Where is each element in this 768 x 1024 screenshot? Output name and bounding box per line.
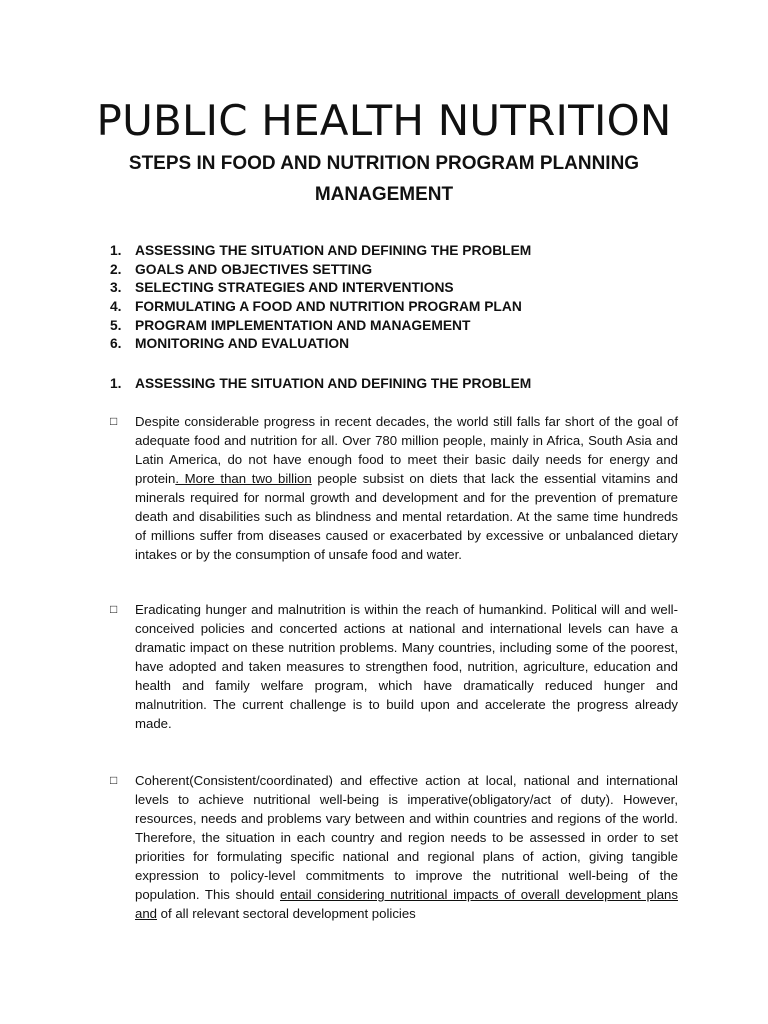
list-item bbox=[110, 317, 531, 336]
step-number: 3. bbox=[110, 280, 122, 296]
step-number: 6. bbox=[110, 336, 122, 352]
step-label: ASSESSING THE SITUATION AND DEFINING THE PROBLEM bbox=[135, 243, 532, 258]
paragraph-text-part: Coherent(Consistent/coordinated) and effective action at local, national and international levels to achieve nutritional well-being is imperative(obligatory/act of duty). However, resources, needs and problems vary between and within countries and regions of the world. Therefore, the situation in each country and region needs to be assessed in order to set priorities for formulating specific national and regional plans of action, giving tangible expression to policy-level commitments to improve the nutritional well-being of the population. This should bbox=[135, 773, 678, 902]
step-label: SELECTING STRATEGIES AND INTERVENTIONS bbox=[135, 280, 454, 296]
paragraph-text-part: people subsist on diets that lack the essential vitamins and minerals required for normal growth and development and for the prevention of premature death and disabilities such as blindness and mental retardation. At the same time hundreds of millions suffer from diseases caused or exacerbated by excessive or unbalanced dietary intakes or by the consumption of unsafe food and water. bbox=[135, 471, 678, 562]
document-title: PUBLIC HEALTH NUTRITION bbox=[96, 96, 672, 145]
paragraph-1 bbox=[110, 412, 678, 564]
steps-list bbox=[110, 242, 531, 354]
section-heading bbox=[110, 374, 531, 393]
list-item bbox=[110, 261, 531, 280]
paragraph-3 bbox=[110, 771, 678, 923]
step-label: PROGRAM IMPLEMENTATION AND MANAGEMENT bbox=[135, 317, 471, 333]
paragraph-text: Eradicating hunger and malnutrition is within the reach of humankind. Political will and well-conceived policies and concerted actions at national and international levels can have a dramatic impact on these nutrition problems. Many countries, including some of the poorest, have adopted and taken measures to strengthen food, nutrition, agriculture, education and health and family welfare program, which have dramatically reduced hunger and malnutrition. The current challenge is to build upon and accelerate the progress already made. bbox=[135, 602, 678, 731]
step-label: FORMULATING A FOOD AND NUTRITION PROGRAM PLAN bbox=[135, 299, 522, 315]
checkbox-bullet-icon: □ bbox=[110, 773, 118, 787]
list-item bbox=[110, 298, 531, 317]
paragraph-text-part: of all relevant sectoral development policies bbox=[157, 906, 416, 921]
paragraph-2 bbox=[110, 600, 678, 733]
step-number: 5. bbox=[110, 317, 122, 333]
step-label: GOALS AND OBJECTIVES SETTING bbox=[135, 261, 373, 277]
section-number: 1. bbox=[110, 376, 122, 391]
step-number: 1. bbox=[110, 243, 122, 258]
step-number: 4. bbox=[110, 299, 122, 315]
list-item bbox=[110, 279, 531, 298]
paragraph-text bbox=[135, 412, 678, 564]
step-number: 2. bbox=[110, 261, 122, 277]
document-subtitle: STEPS IN FOOD AND NUTRITION PROGRAM PLANNING MANAGEMENT bbox=[128, 153, 640, 205]
underlined-text: . More than two billion bbox=[175, 471, 312, 486]
list-item bbox=[110, 242, 531, 261]
checkbox-bullet-icon: □ bbox=[110, 602, 118, 616]
list-item bbox=[110, 335, 531, 354]
section-title: ASSESSING THE SITUATION AND DEFINING THE PROBLEM bbox=[135, 376, 532, 391]
underlined-text: entail considering nutritional impacts of overall development plans and bbox=[135, 887, 678, 921]
paragraph-text bbox=[135, 771, 678, 923]
step-label: MONITORING AND EVALUATION bbox=[135, 336, 350, 352]
paragraph-text-part: Despite considerable progress in recent decades, the world still falls far short of the goal of adequate food and nutrition for all. Over 780 million people, mainly in Africa, South Asia and Latin America, do not have enough food to meet their basic daily needs for energy and protein bbox=[135, 414, 678, 486]
checkbox-bullet-icon: □ bbox=[110, 414, 118, 428]
